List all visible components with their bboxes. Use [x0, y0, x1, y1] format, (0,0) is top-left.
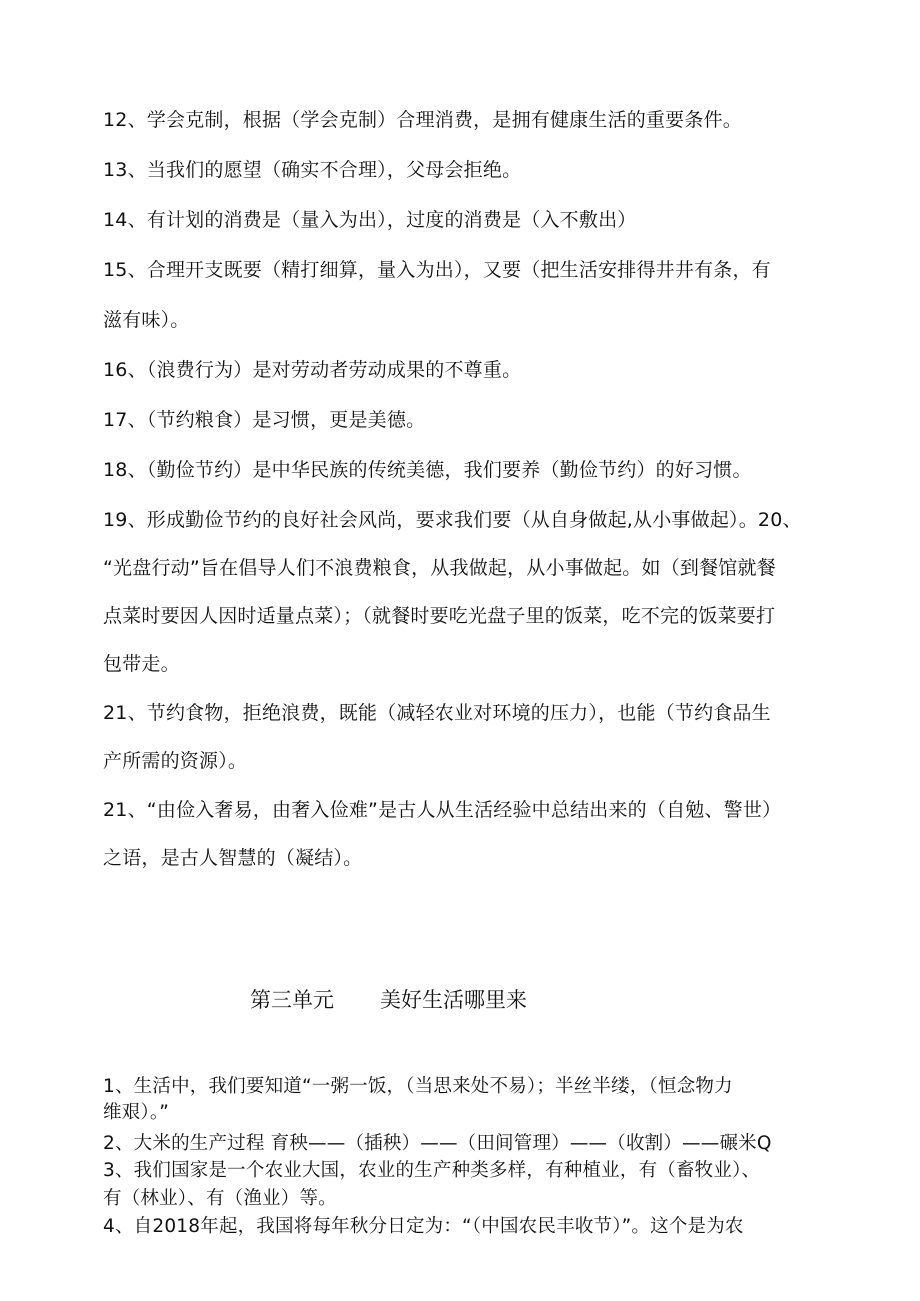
text-line-20-cont2: 包带走。: [103, 653, 180, 675]
text-line-21a-cont: 产所需的资源）。: [103, 750, 248, 772]
text-line-15: 15、合理开支既要（精打细算，量入为出），又要（把生活安排得井井有条，有: [103, 259, 771, 281]
text-line-15-cont: 滋有味）。: [103, 309, 190, 331]
text-line-u3-3: 3、我们国家是一个农业大国，农业的生产种类多样，有种植业，有（畜牧业）、: [103, 1160, 761, 1181]
text-line-u3-3-cont: 有（林业）、有（渔业）等。: [103, 1188, 337, 1209]
text-line-21a: 21、节约食物，拒绝浪费，既能（减轻农业对环境的压力），也能（节约食品生: [103, 702, 771, 724]
text-line-u3-1-cont: 维艰）。”: [103, 1102, 170, 1123]
unit-name: 美好生活哪里来: [380, 988, 527, 1012]
text-line-u3-2: 2、大米的生产过程 育秧——（插秧）——（田间管理）——（收割）——碾米Q: [103, 1133, 772, 1154]
text-line-20-cont1: 点菜时要因人因时适量点菜）；（就餐时要吃光盘子里的饭菜，吃不完的饭菜要打: [103, 605, 776, 627]
text-line-16: 16、（浪费行为）是对劳动者劳动成果的不尊重。: [103, 359, 522, 381]
text-line-u3-1: 1、生活中，我们要知道“一粥一饭，（当思来处不易）；半丝半缕，（恒念物力: [103, 1076, 733, 1097]
text-line-u3-4: 4、自2018年起，我国将每年秋分日定为：“（中国农民丰收节）”。这个是为农: [103, 1216, 744, 1237]
text-line-18: 18、（勤俭节约）是中华民族的传统美德，我们要养（勤俭节约）的好习惯。: [103, 459, 752, 481]
text-line-14: 14、有计划的消费是（量入为出），过度的消费是（入不敷出）: [103, 209, 637, 231]
text-line-13: 13、当我们的愿望（确实不合理），父母会拒绝。: [103, 159, 522, 181]
text-line-19: 19、形成勤俭节约的良好社会风尚，要求我们要（从自身做起,从小事做起）。20、: [103, 509, 802, 531]
text-line-21b: 21、“由俭入奢易，由奢入俭难”是古人从生活经验中总结出来的（自勉、警世）: [103, 799, 782, 821]
text-line-21b-cont: 之语，是古人智慧的（凝结）。: [103, 847, 363, 869]
text-line-17: 17、（节约粮食）是习惯，更是美德。: [103, 409, 426, 431]
text-line-20: “光盘行动”旨在倡导人们不浪费粮食，从我做起，从小事做起。如（到餐馆就餐: [103, 557, 776, 579]
unit-title: [250, 986, 527, 1014]
text-line-12: 12、学会克制，根据（学会克制）合理消费，是拥有健康生活的重要条件。: [103, 109, 742, 131]
unit-number: 第三单元: [250, 988, 334, 1012]
